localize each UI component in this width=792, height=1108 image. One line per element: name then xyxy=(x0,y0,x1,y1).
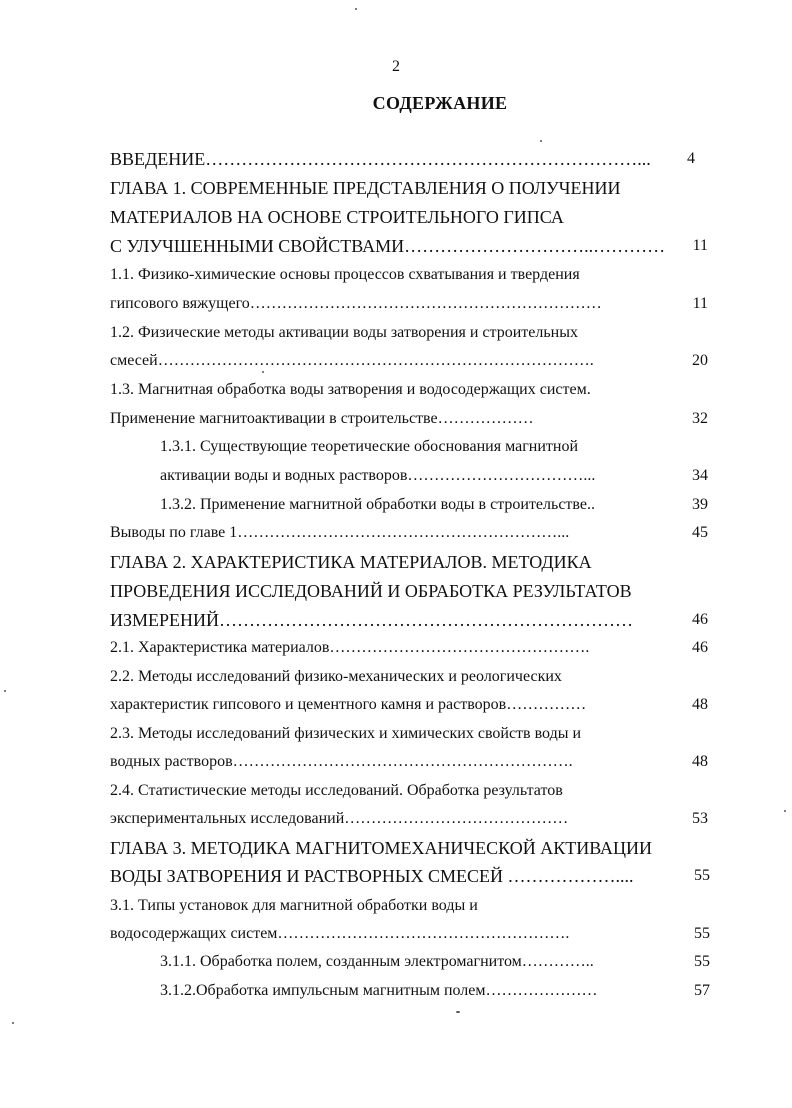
toc-entry-text: С УЛУЧШЕННЫМИ СВОЙСТВАМИ…………………………..………… xyxy=(110,236,666,256)
toc-entry-text: водных растворов………………………………………………………. xyxy=(110,753,573,770)
toc-entry-text: МАТЕРИАЛОВ НА ОСНОВЕ СТРОИТЕЛЬНОГО ГИПСА xyxy=(110,207,564,227)
toc-entry-text: ГЛАВА 3. МЕТОДИКА МАГНИТОМЕХАНИЧЕСКОЙ АКТИВАЦИИ xyxy=(110,838,653,858)
page-number: 2 xyxy=(392,58,400,75)
toc-page-number: 48 xyxy=(692,696,708,713)
toc-page-number: 46 xyxy=(692,639,708,656)
toc-entry-text: активации воды и водных растворов……………………………... xyxy=(160,467,596,484)
toc-page-number: 11 xyxy=(692,295,708,312)
toc-entry-text: ПРОВЕДЕНИЯ ИССЛЕДОВАНИЙ И ОБРАБОТКА РЕЗУЛЬТАТОВ xyxy=(110,581,632,601)
toc-entry-text: ГЛАВА 1. СОВРЕМЕННЫЕ ПРЕДСТАВЛЕНИЯ О ПОЛУЧЕНИИ xyxy=(110,178,621,198)
toc-entry-text: 2.3. Методы исследований физических и химических свойств воды и xyxy=(110,725,582,742)
toc-entry-text: гипсового вяжущего………………………………………………………… xyxy=(110,295,602,312)
scan-speck xyxy=(784,810,786,812)
toc-entry-text: смесей………………………………………………………………………. xyxy=(110,352,594,369)
toc-entry-text: водосодержащих систем………………………………………………. xyxy=(110,925,570,942)
scan-speck xyxy=(12,1022,14,1024)
toc-entry-text: Применение магнитоактивации в строительстве……………… xyxy=(110,410,534,427)
toc-page-number: 11 xyxy=(692,237,708,254)
toc-entry-text: ГЛАВА 2. ХАРАКТЕРИСТИКА МАТЕРИАЛОВ. МЕТОДИКА xyxy=(110,552,592,572)
toc-entry-text: ИЗМЕРЕНИЙ…………………………………………………………… xyxy=(110,610,634,630)
scan-speck xyxy=(456,1011,460,1013)
toc-page-number: 57 xyxy=(694,982,710,999)
toc-page-number: 34 xyxy=(692,467,708,484)
toc-page-number: 20 xyxy=(692,352,708,369)
scan-speck xyxy=(262,371,264,373)
toc-entry-text: 2.4. Статистические методы исследований. Обработка результатов xyxy=(110,782,563,799)
toc-page-number: 46 xyxy=(692,611,708,628)
toc-entry-text: 1.3. Магнитная обработка воды затворения и водосодержащих систем. xyxy=(110,381,591,398)
toc-page-number: 55 xyxy=(694,925,710,942)
toc-page-number: 45 xyxy=(692,524,708,541)
toc-page-number: 39 xyxy=(692,496,708,513)
scan-speck xyxy=(355,8,357,10)
scan-speck xyxy=(4,690,6,692)
toc-page-number: 53 xyxy=(692,810,708,827)
toc-entry-text: 3.1. Типы установок для магнитной обработки воды и xyxy=(110,897,478,914)
toc-entry-text: 3.1.2.Обработка импульсным магнитным полем………………… xyxy=(160,982,598,999)
toc-entry-text: характеристик гипсового и цементного камня и растворов…………… xyxy=(110,696,587,713)
toc-entry-text: 2.1. Характеристика материалов…………………………………………. xyxy=(110,639,590,656)
toc-entry-text: 3.1.1. Обработка полем, созданным электромагнитом………….. xyxy=(160,953,594,970)
toc-page-number: 55 xyxy=(694,953,710,970)
toc-page-number: 48 xyxy=(692,753,708,770)
toc-entry-text: ВВЕДЕНИЕ………………………………………………………………... xyxy=(110,149,651,169)
scan-speck xyxy=(540,140,542,142)
toc-entry-text: 1.3.2. Применение магнитной обработки воды в строительстве.. xyxy=(160,496,595,513)
toc-entry-text: 2.2. Методы исследований физико-механических и реологических xyxy=(110,668,562,685)
toc-page-number: 55 xyxy=(694,867,710,884)
page-title: СОДЕРЖАНИЕ xyxy=(372,93,508,113)
toc-entry-text: 1.3.1. Существующие теоретические обоснования магнитной xyxy=(160,438,579,455)
toc-entry-text: ВОДЫ ЗАТВОРЕНИЯ И РАСТВОРНЫХ СМЕСЕЙ ……………….... xyxy=(110,866,634,886)
toc-entry-text: Выводы по главе 1……………………………………………………... xyxy=(110,524,570,541)
toc-entry-text: 1.1. Физико-химические основы процессов схватывания и твердения xyxy=(110,266,580,283)
toc-page-number: 32 xyxy=(692,410,708,427)
toc-page-number: 4 xyxy=(687,150,695,167)
toc-entry-text: экспериментальных исследований…………………………………… xyxy=(110,810,569,827)
toc-entry-text: 1.2. Физические методы активации воды затворения и строительных xyxy=(110,324,578,341)
